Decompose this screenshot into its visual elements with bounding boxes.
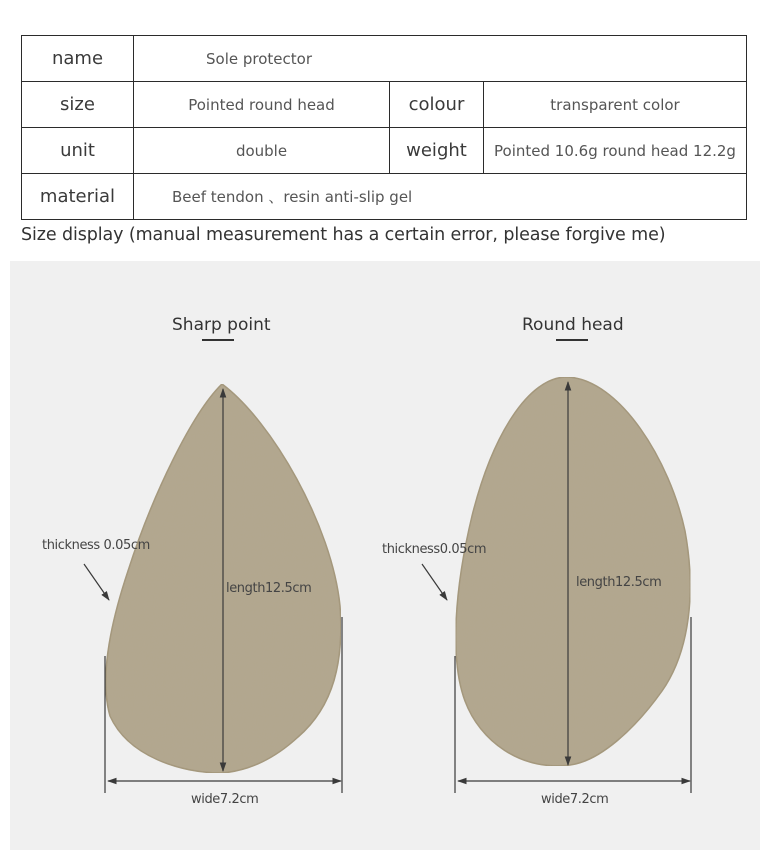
colour-value: transparent color: [484, 82, 747, 128]
sharp-thickness-arrow: [84, 564, 109, 600]
sharp-length-label: length12.5cm: [226, 581, 312, 596]
sharp-width-label: wide7.2cm: [191, 792, 259, 807]
unit-key: unit: [22, 128, 134, 174]
name-value: Sole protector: [134, 36, 747, 82]
material-key: material: [22, 174, 134, 220]
size-caption: Size display (manual measurement has a certain error, please forgive me): [21, 225, 666, 245]
weight-key: weight: [390, 128, 484, 174]
table-row: [22, 128, 747, 174]
round-head-title-underline: [556, 339, 588, 341]
round-length-label: length12.5cm: [576, 575, 662, 590]
sharp-thickness-label: thickness 0.05cm: [42, 538, 150, 553]
weight-value: Pointed 10.6g round head 12.2g: [484, 128, 747, 174]
name-key: name: [22, 36, 134, 82]
sharp-point-title: Sharp point: [172, 315, 271, 335]
spec-table: [21, 35, 747, 220]
sharp-point-title-underline: [202, 339, 234, 341]
unit-value: double: [134, 128, 390, 174]
colour-key: colour: [390, 82, 484, 128]
table-row: [22, 36, 747, 82]
material-value: Beef tendon 、resin anti-slip gel: [134, 174, 747, 220]
size-key: size: [22, 82, 134, 128]
size-value: Pointed round head: [134, 82, 390, 128]
table-row: [22, 82, 747, 128]
round-thickness-label: thickness0.05cm: [382, 542, 487, 557]
table-row: [22, 174, 747, 220]
round-head-title: Round head: [522, 315, 624, 335]
round-head-pad-image: [456, 377, 690, 766]
measurement-panel: [10, 261, 760, 850]
round-width-label: wide7.2cm: [541, 792, 609, 807]
round-thickness-arrow: [422, 564, 447, 600]
